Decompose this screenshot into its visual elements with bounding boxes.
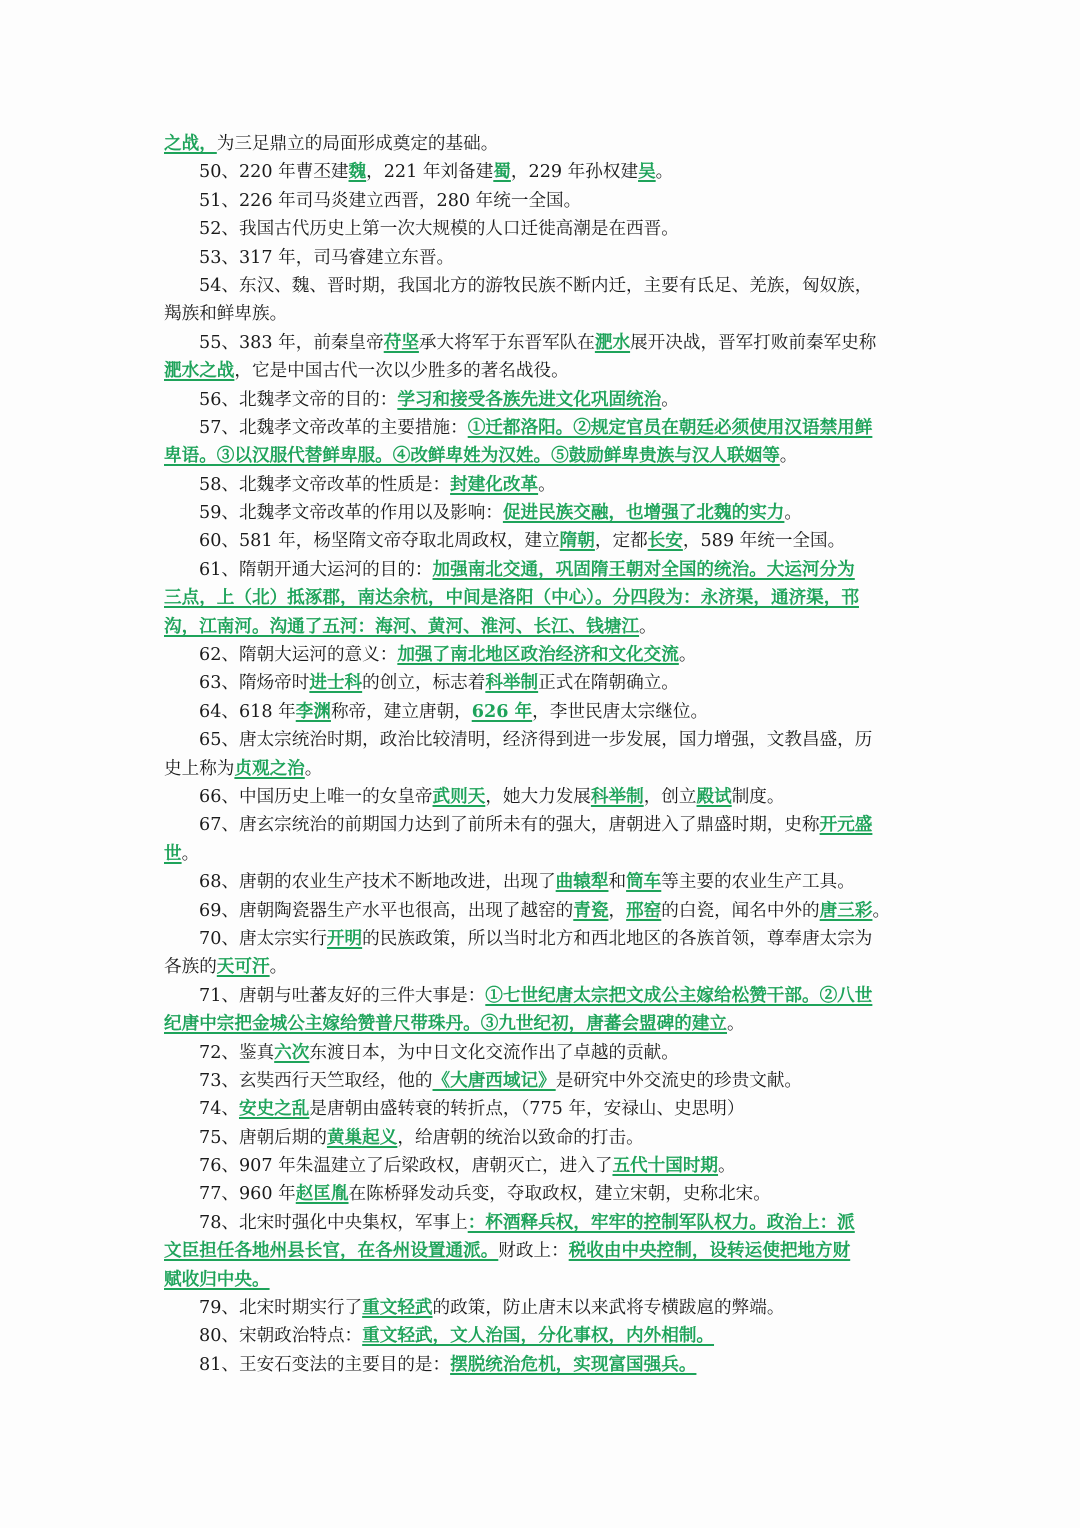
text-run: 是研究中外交流史的珍贵文献。 [555,1070,803,1091]
text-run: 。 [661,389,679,410]
text-run: 75、唐朝后期的 [199,1127,327,1148]
text-line [164,499,924,527]
highlighted-answer: 筒车 [626,871,662,893]
text-run: 等主要的农业生产工具。 [661,872,855,893]
text-line [164,357,924,385]
text-run: 67、唐玄宗统治的前期国力达到了前所未有的强大，唐朝进入了鼎盛时期，史称 [199,815,820,836]
text-line [164,641,924,669]
text-run: 70、唐太宗实行 [199,928,327,949]
text-run: 54、东汉、魏、晋时期，我国北方的游牧民族不断内迁，主要有氐足、羌族，匈奴族， [199,275,873,296]
highlighted-answer: 淝水之战 [164,360,235,382]
text-line [164,130,924,158]
text-run: 69、唐朝陶瓷器生产水平也很高，出现了越窑的 [199,900,574,921]
text-run: 59、北魏孝文帝改革的作用以及影响： [199,503,503,524]
text-run: 55、383 年，前秦皇帝 [199,332,384,353]
text-run: 65、唐太宗统治时期，政治比较清明，经济得到进一步发展，国力增强，文教昌盛，历 [199,730,873,751]
text-run: 76、907 年朱温建立了后梁政权，唐朝灭亡，进入了 [199,1156,613,1177]
text-run: 63、隋炀帝时 [199,673,310,694]
text-line [164,868,924,896]
text-run: 各族的 [164,957,217,978]
highlighted-answer: 黄巢起义 [326,1126,398,1148]
text-line [164,329,924,357]
highlighted-answer: 纪唐中宗把金城公主嫁给赞普尺带珠丹。③九世纪初，唐蕃会盟碑的建立 [164,1013,728,1035]
text-run: 68、唐朝的农业生产技术不断地改进，出现了 [199,872,556,893]
highlighted-answer: 促进民族交融，也增强了北魏的实力 [502,502,785,524]
highlighted-answer: 安史之乱 [238,1098,310,1120]
text-run: 52、我国古代历史上第一次大规模的人口迁徙高潮是在西晋。 [199,219,679,240]
text-line [164,613,924,641]
highlighted-answer: 开明 [326,927,363,949]
text-run: 62、隋朝大运河的意义： [199,645,398,666]
highlighted-answer: 赵匡胤 [295,1183,349,1205]
text-line [164,442,924,470]
text-line [164,840,924,868]
text-line [164,414,924,442]
highlighted-answer: 殿试 [696,785,732,807]
text-run: ，给唐朝的统治以致命的打击。 [397,1127,644,1148]
highlighted-answer: 淝水 [594,331,631,353]
text-run: 50、220 年曹丕建 [199,162,349,183]
text-line [164,1180,924,1208]
highlighted-answer: 之战， [164,133,217,154]
text-run: 。 [181,843,200,864]
text-run: 58、北魏孝文帝改革的性质是： [199,474,451,495]
highlighted-answer: 封建化改革 [450,473,539,495]
text-run: 。 [538,474,556,495]
text-run: 称帝，建立唐朝， [330,701,472,722]
text-line [164,953,924,981]
text-run: 制度。 [731,786,785,807]
highlighted-answer: 三点，上（北）抵涿郡，南达余杭，中间是洛阳（中心）。分四段为：永济渠，通济渠，邗 [164,587,859,609]
text-line [164,1039,924,1067]
text-line [164,982,924,1010]
text-run: 78、北宋时强化中央集权，军事上 [199,1212,468,1233]
text-line [164,1152,924,1180]
text-run: ，221 年刘备建 [366,162,494,183]
highlighted-answer: 曲辕犁 [555,871,609,893]
text-run: ，定都 [594,531,648,552]
highlighted-answer: 李渊 [295,700,331,722]
highlighted-answer: 青瓷 [573,899,609,921]
text-line [164,471,924,499]
text-run: 81、王安石变法的主要目的是： [199,1354,451,1375]
text-run: ，589 年统一全国。 [682,531,846,552]
text-run: 64、618 年 [199,701,296,722]
highlighted-answer: 长安 [647,530,683,552]
text-run: 51、226 年司马炎建立西晋，280 年统一全国。 [199,190,582,211]
text-run: ， [608,900,627,921]
text-line [164,1294,924,1322]
text-run: 72、鉴真 [199,1042,275,1063]
highlighted-answer: 六次 [274,1041,310,1063]
text-run: 。 [727,1014,745,1035]
text-run: 展开决战，晋军打败前秦军史称 [630,332,877,353]
highlighted-answer: 隋朝 [559,530,595,552]
text-run: 的创立，标志着 [362,673,486,694]
highlighted-answer: ①七世纪唐太宗把文成公主嫁给松赞干部。②八世 [485,984,873,1006]
text-line [164,187,924,215]
text-line [164,527,924,555]
text-run: 60、581 年，杨坚隋文帝夺取北周政权，建立 [199,531,560,552]
highlighted-answer: 蜀 [493,161,511,183]
text-line [164,215,924,243]
text-run: 。 [678,645,697,666]
text-line [164,897,924,925]
highlighted-answer: 贞观之治 [234,757,305,779]
highlighted-answer: 世 [164,842,182,864]
text-run: 。 [718,1156,736,1177]
text-line [164,1237,924,1265]
text-line [164,1209,924,1237]
highlighted-answer: 626 年 [471,700,533,722]
text-line [164,1010,924,1038]
highlighted-answer: 重文轻武，文人治国，分化事权，内外相制。 [362,1325,715,1347]
text-line [164,698,924,726]
highlighted-answer: ①迁都洛阳。②规定官员在朝廷必须使用汉语禁用鲜 [467,416,873,438]
highlighted-answer: 科举制 [485,672,539,694]
text-run: 77、960 年 [199,1184,296,1205]
text-line [164,556,924,584]
highlighted-answer: 沟，江南河。沟通了五河：海河、黄河、淮河、长江、钱塘江 [164,615,640,637]
text-run: ，229 年孙权建 [510,162,639,183]
highlighted-answer: 科举制 [590,785,644,807]
highlighted-answer: 邢窑 [626,899,662,921]
highlighted-answer: 税收由中央控制，设转运使把地方财 [568,1240,851,1262]
text-line [164,669,924,697]
text-line [164,1067,924,1095]
text-line [164,244,924,272]
highlighted-answer: 天可汗 [216,956,270,978]
highlighted-answer: ：杯酒释兵权，牢牢的控制军队权力。政治上：派 [467,1211,855,1233]
text-run: 73、玄奘西行天竺取经，他的 [199,1070,433,1091]
text-run: 是唐朝由盛转衰的转折点，（775 年，安禄山、史思明） [309,1099,745,1120]
highlighted-answer: 魏 [348,161,367,183]
highlighted-answer: 苻坚 [383,331,419,353]
text-run: 66、中国历史上唯一的女皇帝 [199,786,433,807]
text-run: 东渡日本，为中日文化交流作出了卓越的贡献。 [309,1042,679,1063]
text-run: ，李世民唐太宗继位。 [532,701,709,722]
highlighted-answer: 重文轻武 [362,1297,433,1319]
highlighted-answer: 摆脱统治危机，实现富国强兵。 [450,1353,697,1375]
text-line [164,726,924,754]
text-run: 和 [608,872,627,893]
text-line [164,1124,924,1152]
text-run: 。 [639,616,657,637]
highlighted-answer: 文臣担任各地州县长官，在各州设置通派。 [164,1240,499,1262]
text-run: 53、317 年，司马睿建立东晋。 [199,247,455,268]
text-run: 。 [655,162,674,183]
text-line [164,1266,924,1294]
highlighted-answer: 进士科 [309,672,363,694]
text-run: 80、宋朝政治特点： [199,1326,363,1347]
text-run: 的白瓷，闻名中外的 [661,900,820,921]
text-line [164,1322,924,1350]
highlighted-answer: 赋收归中央。 [164,1268,270,1290]
text-line [164,386,924,414]
document-body [164,130,924,1379]
text-run: 财政上： [498,1241,569,1262]
highlighted-answer: 吴 [638,161,656,183]
text-run: ，创立 [643,786,697,807]
text-run: 。 [784,503,803,524]
text-run: 史上称为 [164,758,235,779]
text-run: 71、唐朝与吐蕃友好的三件大事是： [199,985,486,1006]
text-run: 74、 [199,1099,239,1120]
text-run: 的民族政策，所以当时北方和西北地区的各族首领，尊奉唐太宗为 [362,928,873,949]
highlighted-answer: 唐三彩 [819,899,873,921]
highlighted-answer: 开元盛 [819,814,873,836]
text-run: 的政策，防止唐末以来武将专横跋扈的弊端。 [432,1298,785,1319]
text-run: 为三足鼎立的局面形成奠定的基础。 [216,134,499,154]
text-run: 。 [779,446,798,467]
text-line [164,300,924,328]
text-run: 在陈桥驿发动兵变，夺取政权，建立宋朝，史称北宋。 [348,1184,771,1205]
text-run: 。 [304,758,323,779]
text-run: 正式在隋朝确立。 [538,673,679,694]
text-run: 56、北魏孝文帝的目的： [199,389,398,410]
text-line [164,272,924,300]
text-line [164,1095,924,1123]
text-run: 承大将军于东晋军队在 [418,332,595,353]
text-run: 羯族和鲜卑族。 [164,304,288,325]
highlighted-answer: 学习和接受各族先进文化巩固统治 [397,388,662,410]
text-line [164,755,924,783]
text-line [164,158,924,186]
text-line [164,1351,924,1379]
text-run: 61、隋朝开通大运河的目的： [199,559,433,580]
text-run: 。 [269,957,288,978]
text-run: ，它是中国古代一次以少胜多的著名战役。 [234,361,569,382]
text-line [164,811,924,839]
text-line [164,783,924,811]
text-run: 57、北魏孝文帝改革的主要措施： [199,417,468,438]
highlighted-answer: 加强了南北地区政治经济和文化交流 [397,644,679,666]
highlighted-answer: 五代十国时期 [612,1155,719,1177]
text-line [164,925,924,953]
text-run: ，她大力发展 [485,786,591,807]
highlighted-answer: 武则天 [432,785,486,807]
highlighted-answer: 加强南北交通，巩固隋王朝对全国的统治。大运河分为 [432,558,855,580]
text-line [164,584,924,612]
highlighted-answer: 《大唐西域记》 [432,1069,556,1091]
text-run: 79、北宋时期实行了 [199,1298,363,1319]
highlighted-answer: 卑语。③以汉服代替鲜卑服。④改鲜卑姓为汉姓。⑤鼓励鲜卑贵族与汉人联姻等 [164,445,780,467]
text-run: 。 [872,900,891,921]
